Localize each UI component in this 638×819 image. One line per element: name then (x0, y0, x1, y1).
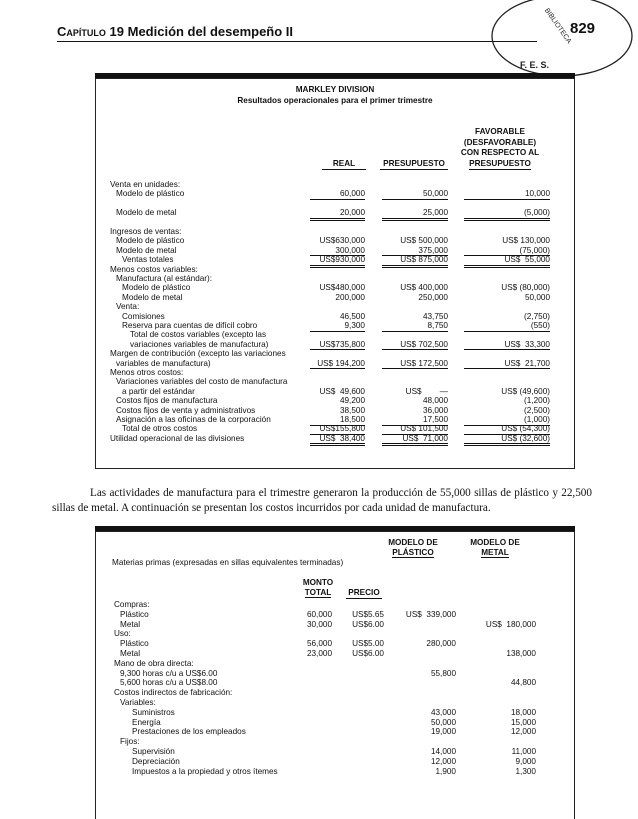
cell-plas: 50,000 (430, 717, 456, 727)
row-label: Mano de obra directa: (114, 658, 194, 668)
table1-row (110, 208, 560, 218)
table2-row (114, 659, 554, 669)
cell-fav: (550) (464, 321, 550, 332)
row-label: 9,300 horas c/u a US$6.00 (120, 668, 218, 678)
col-header-monto: MONTO TOTAL (302, 578, 334, 597)
cell-real: US$630,000 (319, 236, 365, 246)
table1-row (110, 396, 560, 406)
table2-row (114, 747, 554, 757)
table1-row (110, 368, 560, 378)
table1-subtitle: Resultados operacionales para el primer trimestre (237, 96, 433, 105)
cell-fav: US$ (80,000) (501, 283, 550, 293)
cell-plas: US$ 339,000 (405, 609, 456, 619)
cell-met: 44,800 (510, 678, 536, 688)
table1-row (110, 330, 560, 340)
cell-real: US$735,800 (310, 340, 365, 351)
row-label: Costos fijos de manufactura (116, 396, 218, 406)
table2-row (114, 610, 554, 620)
table1-row (110, 274, 560, 284)
table1-row (110, 302, 560, 312)
table2-body (114, 600, 554, 778)
table1-row (110, 199, 560, 209)
cell-met: 18,000 (510, 707, 536, 717)
row-label: Asignación a las oficinas de la corporación (116, 415, 271, 424)
table2-row (114, 649, 554, 659)
row-label: Metal (120, 619, 141, 629)
cell-real: US$930,000 (310, 255, 365, 268)
cell-met: 15,000 (510, 717, 536, 727)
cell-pres: 43,750 (422, 311, 448, 321)
cell-real: 200,000 (335, 292, 365, 302)
cell-precio: US$5.00 (352, 639, 384, 649)
cell-fav: 10,000 (464, 189, 550, 200)
row-label: Total de otros costos (122, 424, 198, 434)
stamp-sub: F. E. S. (520, 60, 550, 70)
cell-real: US$480,000 (319, 283, 365, 293)
cell-pres: 48,000 (422, 396, 448, 406)
row-label: Uso: (114, 629, 131, 639)
col-header-presupuesto: PRESUPUESTO (380, 159, 448, 170)
cell-met: 12,000 (510, 727, 536, 737)
cell-met: US$ 180,000 (485, 619, 536, 629)
cell-fav: 50,000 (524, 292, 550, 302)
row-label: variables de manufactura) (116, 358, 211, 368)
row-label: Reserva para cuentas de difícil cobro (122, 321, 258, 330)
cell-real: 49,200 (339, 396, 365, 406)
table2-row (114, 727, 554, 737)
cell-pres: US$ 101,500 (382, 424, 448, 435)
cell-met: 9,000 (515, 756, 536, 766)
table1-row (110, 349, 560, 359)
table2-row (114, 737, 554, 747)
table1-row (110, 283, 560, 293)
row-label: Venta: (116, 302, 140, 312)
row-label: Margen de contribución (excepto las variaciones (110, 349, 286, 359)
page-number: 829 (570, 20, 596, 37)
table1-row (110, 236, 560, 246)
cell-plas: 280,000 (426, 639, 456, 649)
header-rule (57, 41, 537, 42)
col-header-favorable: FAVORABLE (DESFAVORABLE) CON RESPECTO AL PRESUPUESTO (450, 127, 550, 170)
row-label: Prestaciones de los empleados (132, 727, 246, 737)
table1-row (110, 218, 560, 228)
stamp-text: BIBLIOTECA (542, 7, 573, 46)
row-label: Menos otros costos: (110, 368, 184, 377)
row-label: Energía (132, 717, 161, 727)
cell-plas: 43,000 (430, 707, 456, 717)
row-label: 5,600 horas c/u a US$8.00 (120, 678, 218, 688)
chapter-number: 19 (109, 24, 124, 39)
table2-row (114, 600, 554, 610)
cell-pres: 50,000 (382, 189, 448, 200)
row-label: variaciones variables de manufactura) (130, 339, 269, 349)
cell-monto: 60,000 (306, 609, 332, 619)
cell-plas: 19,000 (430, 727, 456, 737)
cell-pres: US$ 702,500 (382, 340, 448, 351)
row-label: Modelo de metal (116, 208, 177, 218)
cell-real: US$ 194,200 (310, 359, 365, 370)
cell-fav: US$ (54,300) (464, 424, 550, 435)
table1-row (110, 180, 560, 190)
table2-row (114, 688, 554, 698)
chapter-header (57, 24, 293, 39)
table1-row (110, 227, 560, 237)
cell-fav: US$ 130,000 (502, 236, 550, 246)
table1-row (110, 387, 560, 397)
table1-row (110, 265, 560, 275)
cell-monto: 30,000 (306, 619, 332, 629)
row-label: a partir del estándar (122, 386, 195, 396)
row-label: Ventas totales (122, 255, 174, 265)
table2-row (114, 698, 554, 708)
row-label: Modelo de plástico (116, 236, 185, 246)
table1-row (110, 189, 560, 199)
cell-real: 60,000 (310, 189, 365, 200)
cell-fav: (5,000) (464, 208, 550, 221)
chapter-title: Medición del desempeño II (127, 24, 294, 39)
row-label: Modelo de metal (116, 245, 177, 255)
cell-plas: 14,000 (430, 747, 456, 756)
cell-real: 38,500 (339, 405, 365, 415)
cell-pres: 8,750 (382, 321, 448, 332)
cell-pres: US$ 875,000 (382, 255, 448, 268)
cell-plas: 12,000 (430, 756, 456, 766)
cell-fav: (1,000) (464, 415, 550, 426)
cell-pres: US$ — (405, 386, 448, 396)
col-header-metal: MODELO DE METAL (470, 538, 520, 557)
row-label: Modelo de plástico (116, 189, 185, 199)
cell-met: 138,000 (506, 649, 536, 658)
row-label: Ingresos de ventas: (110, 227, 182, 236)
row-label: Modelo de plástico (122, 283, 191, 293)
row-label: Manufactura (al estándar): (116, 274, 213, 283)
row-label: Total de costos variables (excepto las (130, 330, 267, 340)
cell-pres: 250,000 (418, 292, 448, 302)
table1-row (110, 255, 560, 265)
cell-pres: 25,000 (382, 208, 448, 221)
cell-pres: US$ 400,000 (400, 283, 448, 293)
table2-row (114, 767, 554, 777)
row-label: Menos costos variables: (110, 264, 198, 274)
table1-row (110, 246, 560, 256)
row-label: Suministros (132, 707, 175, 717)
col-header-precio: PRECIO (346, 588, 382, 599)
row-label: Supervisión (132, 747, 175, 756)
cell-met: 1,300 (515, 766, 536, 776)
row-label: Utilidad operacional de las divisiones (110, 433, 245, 443)
row-label: Costos fijos de venta y administrativos (116, 405, 256, 415)
table1-body (110, 180, 560, 465)
cell-fav: US$ 21,700 (464, 359, 550, 370)
cell-fav: (1,200) (524, 396, 550, 406)
cell-real: US$155,800 (310, 424, 365, 435)
col-header-real: REAL (322, 159, 366, 170)
row-label: Depreciación (132, 756, 180, 766)
cell-precio: US$5.65 (352, 609, 384, 619)
cell-monto: 56,000 (306, 639, 332, 649)
cell-fav: (2,500) (524, 405, 550, 415)
table1-row (110, 415, 560, 425)
table2-row (114, 669, 554, 679)
row-label: Metal (120, 649, 141, 658)
table1-row (110, 359, 560, 369)
cell-pres: 17,500 (382, 415, 448, 426)
row-label: Comisiones (122, 311, 165, 321)
cell-fav: US$ 33,300 (464, 340, 550, 351)
cell-fav: (75,000) (464, 246, 550, 257)
cell-fav: US$ (49,600) (501, 386, 550, 396)
row-label: Plástico (120, 609, 149, 619)
cell-precio: US$6.00 (352, 619, 384, 629)
cell-pres: 375,000 (382, 246, 448, 257)
body-paragraph: Las actividades de manufactura para el trimestre generaron la producción de 55,000 sillas de plástico y 22,500 sillas de metal. A continuación se presentan los costos incurridos por cada unidad de manufactura. (52, 487, 592, 514)
cell-real: US$ 49,600 (319, 386, 365, 396)
table2-row (114, 718, 554, 728)
row-label: Costos indirectos de fabricación: (114, 688, 233, 698)
cell-fav: US$ 55,000 (464, 255, 550, 268)
table2-row (114, 620, 554, 630)
cell-fav: (2,750) (524, 311, 550, 321)
row-label: Venta en unidades: (110, 180, 181, 189)
cell-pres: US$ 500,000 (400, 236, 448, 246)
row-label: Impuestos a la propiedad y otros ítemes (132, 766, 278, 776)
table1-title: MARKLEY DIVISION (295, 85, 375, 94)
cell-real: US$ 38,400 (310, 434, 365, 447)
table1-row (110, 424, 560, 434)
cell-plas: 1,900 (435, 766, 456, 776)
table2-row (114, 639, 554, 649)
cell-pres: US$ 172,500 (382, 359, 448, 370)
row-label: Variables: (120, 698, 156, 707)
table2-row (114, 708, 554, 718)
cell-real: 46,500 (339, 311, 365, 321)
table1-row (110, 340, 560, 350)
cell-real: 18,500 (310, 415, 365, 426)
cell-met: 11,000 (511, 747, 536, 756)
cell-fav: US$ (32,600) (464, 434, 550, 447)
table1-row (110, 377, 560, 387)
cell-real: 300,000 (310, 246, 365, 257)
cell-pres: 36,000 (422, 405, 448, 415)
table1-row (110, 434, 560, 444)
table2-row (114, 678, 554, 688)
table2-row (114, 629, 554, 639)
row-label: Variaciones variables del costo de manufactura (116, 377, 288, 387)
cell-precio: US$6.00 (352, 649, 384, 658)
cell-monto: 23,000 (306, 649, 332, 658)
chapter-prefix: Capítulo (57, 24, 106, 39)
cell-pres: US$ 71,000 (382, 434, 448, 447)
cell-real: 20,000 (310, 208, 365, 221)
row-label: Fijos: (120, 737, 140, 747)
table2-row (114, 757, 554, 767)
row-label: Compras: (114, 600, 150, 609)
cell-real: 9,300 (310, 321, 365, 332)
row-label: Plástico (120, 639, 149, 649)
table1-row (110, 406, 560, 416)
row-label: Modelo de metal (122, 292, 183, 302)
table2-caption: Materias primas (expresadas en sillas equivalentes terminadas) (112, 558, 344, 567)
table1-row (110, 312, 560, 322)
table1-row (110, 293, 560, 303)
cell-plas: 55,800 (430, 668, 456, 678)
col-header-plastico: MODELO DE PLÁSTICO (388, 538, 438, 557)
table1-row (110, 321, 560, 331)
